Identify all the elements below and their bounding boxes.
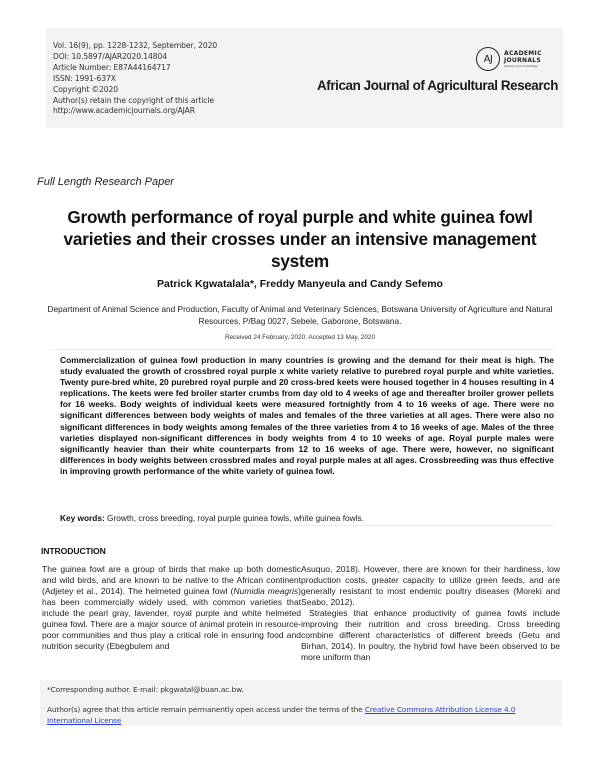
corresponding-author-note: *Corresponding author. E-mail: pkgwatal@buan.ac.bw. — [47, 685, 244, 694]
logo-tagline: expand your knowledge — [504, 64, 538, 68]
body-column-left — [42, 564, 301, 652]
intro-paragraph-1 — [42, 564, 301, 652]
article-number: Article Number: E87A44164717 — [53, 62, 171, 72]
keywords-list: Growth, cross breeding, royal purple guinea fowls, white guinea fowls. — [107, 513, 364, 523]
keywords-label: Key words: — [60, 513, 105, 523]
journal-url[interactable]: http://www.academicjournals.org/AJAR — [53, 106, 195, 116]
copyright-notice: Author(s) retain the copyright of this article — [53, 95, 214, 105]
paper-type: Full Length Research Paper — [37, 176, 174, 188]
copyright: Copyright ©2020 — [53, 84, 118, 94]
paper-title: Growth performance of royal purple and white guinea fowl varieties and their crosses under an intensive management system — [63, 207, 537, 271]
keywords-divider — [58, 525, 554, 526]
license-text: Author(s) agree that this article remain permanently open access under the terms of the — [47, 705, 365, 714]
text-run: The guinea fowl are a group of birds that make up both domestic and wild birds, and are known to be native to the African continent (Adjetey et al., 2014). The helmeted guinea fowl ( — [42, 564, 301, 597]
abstract-text: Commercialization of guinea fowl production in many countries is growing and the demand for their meat is high. The study evaluated the growth of crossbred royal purple x white variety relative to purebred royal purple and white varieties. Twenty pure-bred white, 20 purebred royal purple and 20 cross-bred keets were housed together in 4 houses resulting in 4 replications. The keets were fed broiler starter crumbs from day old to 4 weeks of age and thereafter broiler grower pellets for 16 weeks. Body weights of individual keets were measured fortnightly from 4 to 16 weeks of age. There were no significant differences between body weights of males and females of the three varieties at all ages. There were also no significant differences in body weights among females of the three varieties from 4 to 16 weeks of age. Males of the three varieties displayed non-significant differences in body weights from 4 to 10 weeks of age. Royal purple males were significantly heavier than their white counterparts from 12 to 16 weeks of age. There were, however, no significant differences in body weights between crossbred males and royal purple males at all ages. Crossbreeding was thus effective in improving growth performance of the white variety of guinea fowl. — [60, 355, 554, 476]
volume-pages: Vol. 16(9), pp. 1228-1232, September, 2020 — [53, 41, 218, 50]
intro-paragraph-2: Strategies that enhance productivity of guinea fowls include improving their nutrition and cross breeding. Cross breeding combine different characteristics of different breeds (Getu and Birhan, 2014). In poultry, the hybrid fowl have been observed to be more uniform than — [301, 608, 560, 663]
text-run: ) has been commercially widely used, with common varieties that include the pearl gray, lavender, royal purple and white helmeted guinea fowl. There are a major source of animal protein in resource-poor communities and thus play a critical role in ensuring food and nutrition security (Ebegbulem and — [42, 586, 301, 652]
journal-title: African Journal of Agricultural Research — [317, 78, 558, 93]
license-notice — [47, 705, 562, 726]
logo-mark: AJ — [483, 53, 493, 65]
species-name: Numidia meagris — [233, 586, 299, 597]
doi: DOI: 10.5897/AJAR2020.14804 — [53, 51, 167, 61]
article-metadata — [53, 41, 217, 117]
issn: ISSN: 1991-637X — [53, 73, 116, 83]
logo-line-1: ACADEMIC — [504, 50, 542, 57]
academic-journals-logo — [476, 46, 542, 72]
abstract-box — [51, 349, 554, 525]
affiliation: Department of Animal Science and Production, Faculty of Animal and Veterinary Sciences, Botswana University of Agriculture and Natural Resources, P/Bag 0027, Sebele, Gaborone, Botswana. — [47, 304, 553, 326]
intro-paragraph-1-cont: Asuquo, 2018). However, there are known for their hardiness, low production costs, greater capacity to utilize green feeds, and are generally resistant to most endemic poultry diseases (Moreki and Seabo, 2012). — [301, 564, 560, 608]
logo-line-2: JOURNALS — [504, 57, 542, 64]
aj-logo-icon — [476, 47, 500, 71]
received-accepted-dates: Received 24 February, 2020; Accepted 13 May, 2020 — [224, 334, 376, 341]
section-heading-introduction: INTRODUCTION — [41, 546, 106, 556]
license-link[interactable]: Creative Commons Attribution License 4.0 International License — [47, 705, 516, 725]
logo-wordmark — [504, 50, 542, 68]
body-column-right — [301, 564, 560, 663]
authors: Patrick Kgwatalala*, Freddy Manyeula and Candy Sefemo — [157, 278, 443, 290]
keywords — [60, 513, 364, 523]
